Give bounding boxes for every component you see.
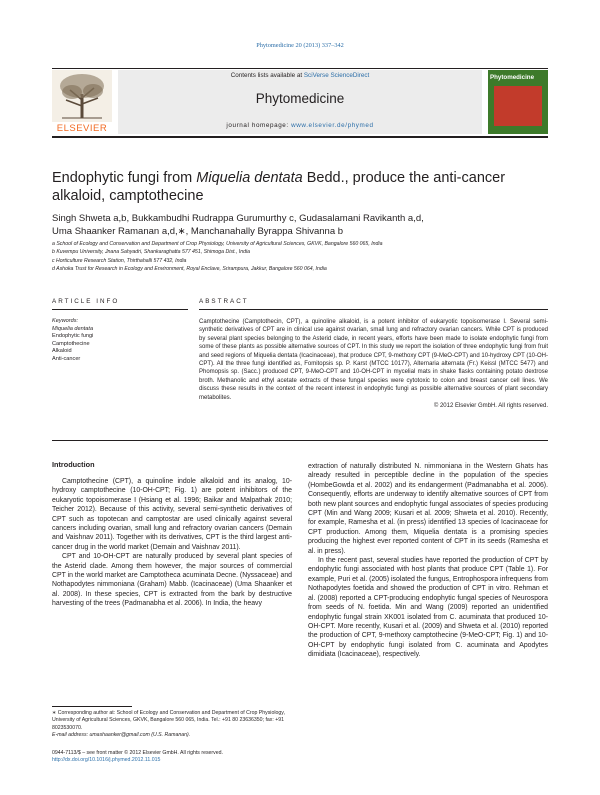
footer-issn: 0944-7113/$ – see front matter © 2012 Elsevier GmbH. All rights reserved. [52,750,223,756]
cover-title: Phytomedicine [490,74,535,81]
front-matter-rule [52,440,548,441]
authors-line-2: Uma Shaanker Ramanan a,d,∗, Manchanahally Byrappa Shivanna b [52,225,344,237]
footer-doi-link[interactable]: http://dx.doi.org/10.1016/j.phymed.2012.11.015 [52,757,161,764]
page-footer [52,750,292,765]
abstract-text: Camptothecine (Camptothecin, CPT), a quinoline alkaloid, is a potent inhibitor of eukaryotic topoisomerase I. Several semi-synthetic derivatives of CPT are in clinical use against ovarian, small lung and refractory ovarian cancers. While CPT is produced by several plant species belonging to the Asterid clade, in recent years, efforts have been made to isolate endophytic fungi from some of these plants as possible alternative sources of CPT. In this study we report the isolation of three endophytic fungi from fruit and seed regions of Miquelia dentata (Icacinaceae), that produce CPT, 9-methoxy CPT (9-MeO-CPT) and 10-hydroxy CPT (10-OH-CPT). All the three fungi identified as, Fomitopsis sp. P. Karst (MTCC 10177), Alternaria alternata (Fr.) Keissl (MTCC 5477) and Phomopsis sp. (Sacc.) produced CPT, 9-MeO-CPT and 10-OH-CPT in mycelial mats in shake flasks containing potato dextrose broth. Methanolic and ethyl acetate extracts of these fungal species were cytotoxic to colon and breast cancer cell lines. We discuss these results in the context of the recent interest in endophytic fungi as possible alternative sources of plant secondary metabolites. [199,319,548,401]
homepage-prefix: journal homepage: [226,122,292,129]
header-rule-bottom [52,136,548,138]
introduction-heading: Introduction [52,460,95,469]
authors-line-1: Singh Shweta a,b, Bukkambudhi Rudrappa Gurumurthy c, Gudasalamani Ravikanth a,d, [52,213,424,224]
body-column-left [52,477,292,609]
affiliation-b: b Kuvempu University, Jnana Sahyadri, Shankaraghatta 577 451, Shimoga Dist., India [52,249,251,256]
keyword-item: Alkaloid [52,348,72,355]
footnote-corresponding: ∗ Corresponding author at: School of Ecology and Conservation and Department of Crop Physiology, University of Agricultural Sciences, GKVK, Bangalore 560 065, India. Tel.: +91 80 23636350; fax: +91 8023530070. [52,710,285,731]
keywords-block [52,318,188,364]
footnote-email[interactable]: E-mail address: umashaanker@gmail.com (U.S. Ramanan). [52,732,191,739]
keyword-item: Anti-cancer [52,355,81,362]
journal-name: Phytomedicine [255,91,345,106]
author-list [52,213,548,238]
tree-icon [52,70,112,122]
affiliations [52,240,548,274]
header-rule-top [52,68,548,69]
body-paragraph: In the recent past, several studies have reported the production of CPT by endophytic fungi associated with host plants that produce CPT (Table 1). For example, Puri et al. (2005) isolated the fungus, Entrophospora infrequens from Nothapodytes foetida and showed the production of CPT in vitro. Rehman et al. (2008) reported a CPT-producing endophytic fungal species of Neurospora from seeds of N. foetida. Min and Wang (2009) reported an unidentified endophytic fungal strain XK001 isolated from C. acuminata that produced 10-OH-CPT. More recently, Kusari et al. (2009) and Shweta et al. (2010) reported the production of CPT, 9-methoxy camptothecine (9-MeO-CPT; Fig. 1) and 10-OH-CPT by endophytic fungi isolated from C. acuminata and Apodytes dimidiata (Icacinaceae), respectively. [308,557,548,659]
contents-line [118,72,482,79]
affiliation-a: a School of Ecology and Conservation and Department of Crop Physiology, University of Agricultural Sciences, GKVK, Bangalore 560 065, India [52,241,383,247]
affiliation-d: d Ashoka Trust for Research in Ecology and Environment, Royal Enclave, Srirampura, Jakkur, Bangalore 560 064, India [52,266,327,273]
keywords-label: Keywords: [52,318,79,324]
keyword-item: Endophytic fungi [52,333,94,340]
body-paragraph: extraction of naturally distributed N. nimmoniana in the Western Ghats has already resulted in perceptible decline in the population of the species (HombeGowda et al. 2002) and its endangerment (Padmanabha et al. 2006). Consequently, efforts are underway to identify alternative sources of CPT from both new plant sources and endophytic fungal associates of species producing CPT (Min and Wang 2009; Kusari et al. 2009; Shweta et al. 2010). Recently, for example, Ramesha et al. (in press) identified 13 species of Icacinaceae for CPT production. Among them, Miquelia dentata is a promising species producing the highest ever reported content of CPT in its seeds (Ramesha et al. in press). [308,463,548,555]
body-paragraph: CPT and 10-OH-CPT are naturally produced by several plant species of the Asterid clade. Among them however, the major sources of commercial CPT in the world market are Camptotheca acuminata Decne. (Nyssaceae) and Nothapodytes nimmoniana (Graham) Mabb. (Icacinaceae) (Uma Shaanker et al. 2008). In these species, CPT is extracted from the bark by destructive harvesting of the trees (Padmanabha et al. 2006). In India, the heavy [52,553,293,608]
abstract-block [199,318,548,410]
keyword-item: Miquelia dentata [52,325,94,332]
copyright-line: © 2012 Elsevier GmbH. All rights reserved. [433,403,548,410]
journal-homepage [118,122,482,129]
footnote-rule [52,706,132,707]
body-paragraph: Camptothecine (CPT), a quinoline indole alkaloid and its analog, 10-hydroxy camptothecine (10-OH-CPT; Fig. 1) are potent inhibitors of the eukaryotic topoisomerase I (Hsiang et al. 1996; Baikar and Malpathak 2010; Teicher 2012). Because of this activity, several semi-synthetic derivatives of CPT such as topotecan and camptostar are used clinically against several cancers including ovarian, small lung and refractory ovarian cancers (Demain and Vaishnav 2011). Together with its derivatives, CPT is the third largest anti-cancer drug in the world market (Demain and Vaishnav 2011). [52,478,292,551]
abstract-heading: ABSTRACT [199,298,249,305]
affiliation-c: c Horticulture Research Station, Thirthahalli 577 432, India [52,257,187,264]
journal-citation[interactable]: Phytomedicine 20 (2013) 337–342 [256,42,344,49]
cover-image [494,86,542,126]
title-species: Miquelia dentata [196,170,303,186]
body-column-right [308,462,548,660]
contents-prefix: Contents lists available at [230,72,304,79]
sciencedirect-link[interactable]: SciVerse ScienceDirect [303,72,370,79]
homepage-link[interactable]: www.elsevier.de/phymed [291,122,374,129]
article-info-heading: ARTICLE INFO [52,298,120,305]
keyword-item: Camptothecine [52,340,90,347]
footnotes [52,710,292,740]
title-post: Bedd., produce the anti-cancer alkaloid, camptothecine [52,170,506,204]
article-info-rule [52,309,188,310]
abstract-rule [199,309,548,310]
publisher-name: ELSEVIER [56,123,108,134]
title-pre: Endophytic fungi from [52,170,197,186]
article-title [52,169,548,205]
